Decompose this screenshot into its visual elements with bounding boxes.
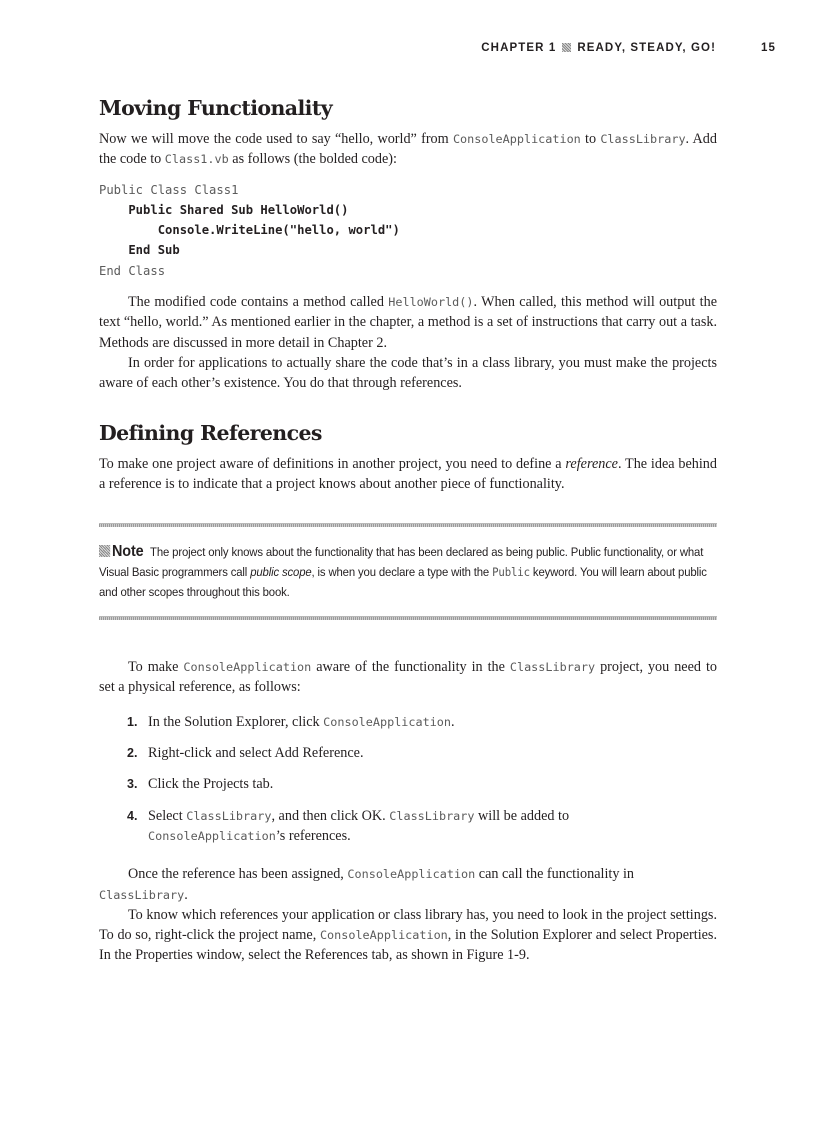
note-label: Note bbox=[112, 543, 144, 561]
step-number: 4. bbox=[127, 808, 138, 823]
chapter-label: CHAPTER 1 bbox=[481, 42, 557, 54]
inline-code: ClassLibrary bbox=[99, 887, 185, 902]
step-number: 3. bbox=[127, 777, 138, 792]
paragraph-reference-assigned bbox=[99, 864, 717, 905]
square-bullet-icon bbox=[562, 43, 571, 52]
list-item bbox=[99, 743, 717, 763]
list-item bbox=[99, 774, 717, 794]
text-run: In the Solution Explorer, click bbox=[148, 713, 324, 730]
page-number: 15 bbox=[761, 42, 776, 54]
text-run: To know which references your application or class library has, you need to look in the project settings. To do so, right-click the project name, bbox=[99, 906, 717, 944]
inline-code: HelloWorld() bbox=[388, 295, 474, 310]
list-item bbox=[99, 712, 717, 732]
text-run: aware of the functionality in the bbox=[311, 659, 510, 676]
note-box bbox=[99, 523, 717, 620]
emphasis: reference bbox=[565, 455, 618, 472]
steps-list bbox=[99, 712, 717, 846]
section-heading-moving-functionality: Moving Functionality bbox=[99, 96, 332, 120]
text-run: Once the reference has been assigned, bbox=[128, 866, 348, 883]
note-bottom-rule bbox=[99, 616, 717, 620]
section-heading-defining-references: Defining References bbox=[99, 420, 322, 445]
text-run: Now we will move the code used to say “hello, world” from bbox=[99, 131, 453, 147]
text-run: The project only knows about the functionality that has been declared as being public. Public functionality, or what Visual Basic programmers call bbox=[99, 545, 704, 580]
code-line: End Class bbox=[99, 263, 166, 278]
text-run: Select bbox=[148, 807, 187, 824]
text-run: keyword. You will learn about public and other scopes throughout this book. bbox=[99, 565, 707, 600]
text-run: will be added to bbox=[474, 807, 570, 824]
note-text bbox=[99, 527, 717, 616]
inline-code: ConsoleApplication bbox=[148, 828, 276, 843]
note-marker-icon bbox=[99, 545, 110, 557]
text-run: project, you need to set a physical reference, as follows: bbox=[99, 659, 717, 696]
emphasis: public scope bbox=[250, 565, 312, 580]
inline-code: Public bbox=[492, 565, 530, 580]
text-run: as follows (the bolded code): bbox=[228, 151, 397, 168]
text-run: . When called, this method will output the text “hello, world.” As mentioned earlier in the chapter, a method is a set of instructions that carry out a task. Methods are discussed in more detail in Chapter 2. bbox=[99, 294, 717, 351]
text-run: ’s references. bbox=[275, 827, 351, 844]
inline-code: ClassLibrary bbox=[509, 660, 596, 675]
page-body bbox=[99, 95, 717, 966]
text-run: , is when you declare a type with the bbox=[311, 565, 493, 580]
text-run: . bbox=[184, 886, 188, 903]
text-run: . Add the code to bbox=[99, 131, 717, 168]
text-run: To make bbox=[128, 659, 184, 676]
paragraph-physical-reference bbox=[99, 657, 717, 698]
list-item bbox=[99, 806, 717, 847]
text-run: Right-click and select Add Reference. bbox=[148, 745, 364, 762]
inline-code: ConsoleApplication bbox=[183, 660, 312, 675]
paragraph-method bbox=[99, 292, 717, 353]
text-run: , and then click OK. bbox=[271, 807, 390, 824]
text-run: . The idea behind a reference is to indicate that a project knows about another piece of functionality. bbox=[99, 455, 717, 492]
inline-code: ClassLibrary bbox=[186, 808, 272, 823]
code-line-bold: Public Shared Sub HelloWorld() bbox=[99, 202, 349, 217]
inline-code: ConsoleApplication bbox=[347, 867, 476, 882]
running-head bbox=[100, 40, 776, 60]
inline-code: ConsoleApplication bbox=[323, 714, 452, 729]
step-number: 1. bbox=[127, 714, 138, 729]
inline-code: ClassLibrary bbox=[600, 132, 686, 146]
text-run: to bbox=[580, 131, 601, 147]
text-run: , in the Solution Explorer and select Properties. In the Properties window, select the References tab, as shown in Figure 1-9. bbox=[99, 927, 718, 964]
inline-code: ConsoleApplication bbox=[452, 132, 581, 146]
code-line-bold: Console.WriteLine("hello, world") bbox=[99, 223, 400, 238]
text-run: The modified code contains a method called bbox=[128, 294, 389, 311]
intro-paragraph bbox=[99, 129, 717, 170]
code-listing bbox=[99, 180, 717, 281]
text-run: Click the Projects tab. bbox=[148, 776, 274, 793]
chapter-title: READY, STEADY, GO! bbox=[577, 42, 716, 54]
paragraph-sharing: In order for applications to actually share the code that’s in a class library, you must make the projects aware of each other’s existence. You do that through references. bbox=[99, 354, 717, 392]
step-number: 2. bbox=[127, 746, 138, 761]
code-line-bold: End Sub bbox=[99, 243, 180, 258]
paragraph-project-settings bbox=[99, 905, 717, 966]
text-run: can call the functionality in bbox=[475, 866, 635, 883]
code-line: Public Class Class1 bbox=[99, 182, 239, 197]
inline-code: ClassLibrary bbox=[389, 808, 475, 823]
chapter-header bbox=[481, 42, 716, 54]
paragraph-reference bbox=[99, 454, 717, 495]
inline-code: ConsoleApplication bbox=[319, 928, 448, 943]
text-run: To make one project aware of definitions in another project, you need to define a bbox=[99, 455, 566, 472]
inline-code: Class1.vb bbox=[164, 152, 229, 167]
text-run: . bbox=[451, 713, 455, 730]
